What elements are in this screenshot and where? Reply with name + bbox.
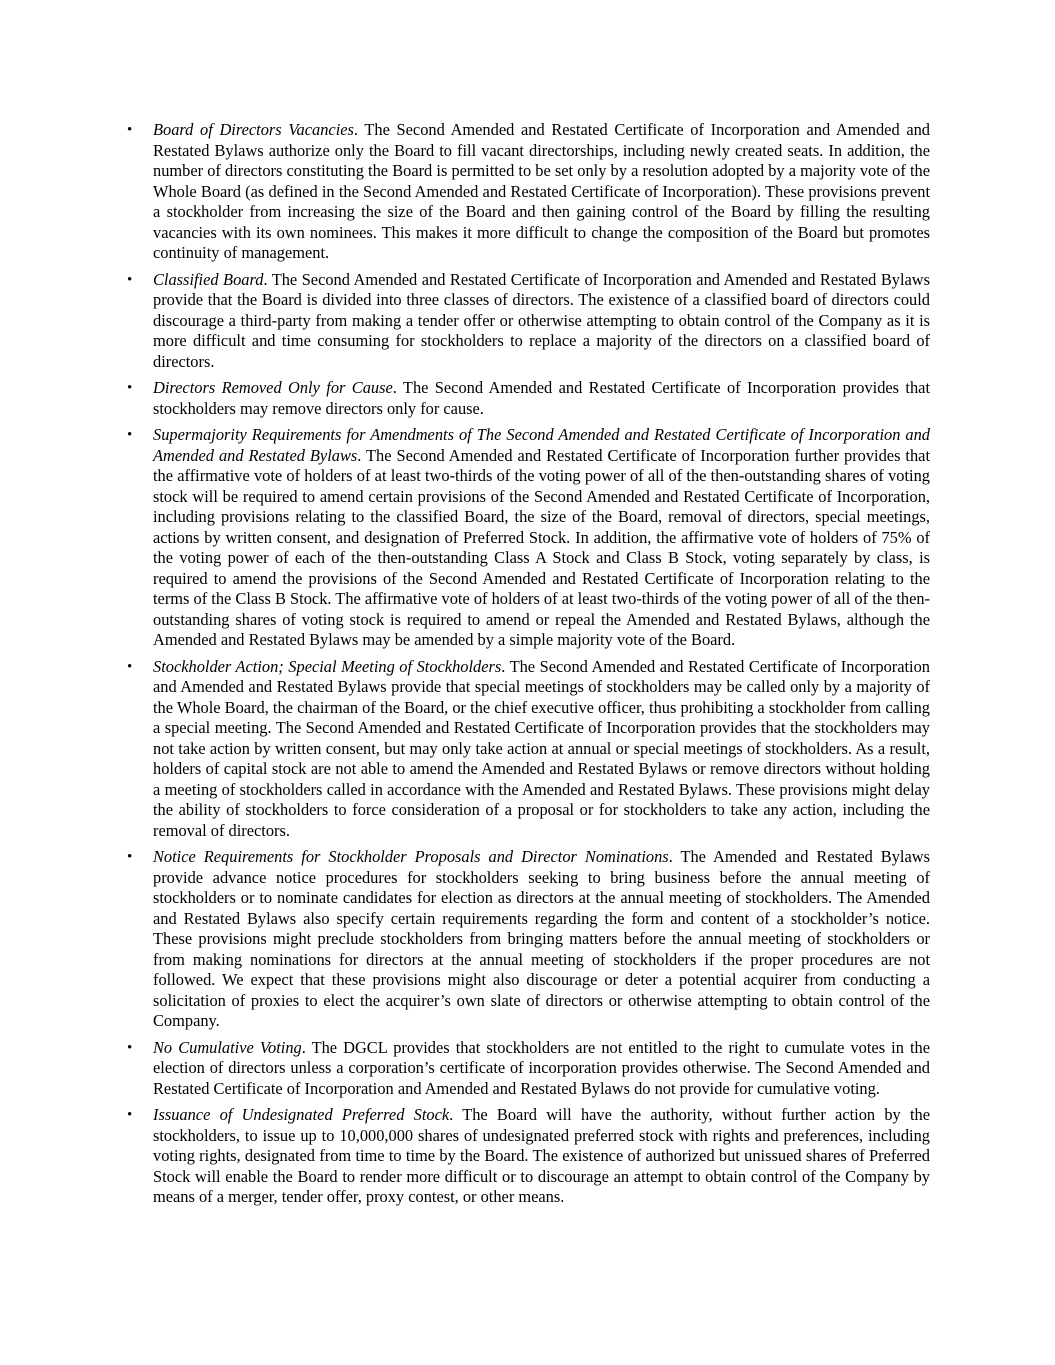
bullet-item-classified-board [125,270,930,373]
bullet-body: . The Second Amended and Restated Certificate of Incorporation and Amended and Restated Bylaws provide that special meetings of stockholders may be called only by a majority of the Whole Board, the chairman of the Board, or the chief executive officer, thus prohibiting a stockholder from calling a special meeting. The Second Amended and Restated Certificate of Incorporation provides that the stockholders may not take action by written consent, but may only take action at annual or special meetings of stockholders. As a result, holders of capital stock are not able to amend the Amended and Restated Bylaws or remove directors without holding a meeting of stockholders called in accordance with the Amended and Restated Bylaws. These provisions might delay the ability of stockholders to force consideration of a proposal or for stockholders to take any action, including the removal of directors. [153,656,930,840]
bullet-paragraph [153,1105,930,1208]
bullet-item-supermajority [125,425,930,651]
bullet-body: . The Amended and Restated Bylaws provide advance notice procedures for stockholders seeking to bring business before the annual meeting of stockholders or to nominate candidates for election as directors at the annual meeting of stockholders. The Amended and Restated Bylaws also specify certain requirements regarding the form and content of a stockholder’s notice. These provisions might preclude stockholders from bringing matters before the annual meeting of stockholders or from making nominations for directors at the annual meeting of stockholders if the proper procedures are not followed. We expect that these provisions might also discourage or deter a potential acquirer from conducting a solicitation of proxies to elect the acquirer’s own slate of directors or otherwise attempting to obtain control of the Company. [153,847,930,1030]
bullet-icon: • [127,849,133,865]
bullet-icon: • [127,427,133,443]
bullet-paragraph [153,1038,930,1100]
bullet-body: . The Second Amended and Restated Certificate of Incorporation further provides that the affirmative vote of holders of at least two-thirds of the voting power of all of the then-outstanding shares of voting stock will be required to amend certain provisions of the Second Amended and Restated Certificate of Incorporation, including provisions relating to the classified Board, the size of the Board, removal of directors, special meetings, actions by written consent, and designation of Preferred Stock. In addition, the affirmative vote of holders of 75% of the voting power of each of the then-outstanding Class A Stock and Class B Stock, voting separately by class, is required to amend the provisions of the Second Amended and Restated Certificate of Incorporation relating to the terms of the Class B Stock. The affirmative vote of holders of at least two-thirds of the voting power of all of the then-outstanding shares of voting stock is required to amend or repeal the Amended and Restated Bylaws, although the Amended and Restated Bylaws may be amended by a simple majority vote of the Board. [153,445,931,649]
bullet-icon: • [127,1039,133,1056]
bullet-item-notice-requirements [125,847,930,1032]
bullet-body: . The Board will have the authority, without further action by the stockholders, to issue up to 10,000,000 shares of undesignated preferred stock with rights and preferences, including voting rights, designated from time to time by the Board. The existence of authorized but unissued shares of Preferred Stock will enable the Board to render more difficult or to discourage an attempt to obtain control of the Company by means of a merger, tender offer, proxy contest, or other means. [153,1105,930,1206]
bullet-term: Classified Board [153,269,264,289]
bullet-icon: • [127,122,133,138]
bullet-term: Notice Requirements for Stockholder Proposals and Director Nominations [153,847,669,866]
bullet-list [125,120,930,1208]
bullet-item-stockholder-action [125,657,930,842]
bullet-paragraph [153,120,930,264]
bullet-paragraph [153,847,930,1032]
bullet-icon: • [127,658,133,675]
bullet-body: . The Second Amended and Restated Certificate of Incorporation and Amended and Restated Bylaws authorize only the Board to fill vacant directorships, including newly created seats. In addition, the number of directors constituting the Board is permitted to be set only by a resolution adopted by a majority vote of the Whole Board (as defined in the Second Amended and Restated Certificate of Incorporation). These provisions prevent a stockholder from increasing the size of the Board and then gaining control of the Board by filling the resulting vacancies with its own nominees. This makes it more difficult to change the composition of the Board but promotes continuity of management. [153,120,930,262]
bullet-term: Issuance of Undesignated Preferred Stock [153,1105,450,1124]
bullet-icon: • [127,380,133,396]
bullet-term: Board of Directors Vacancies [153,120,354,139]
bullet-term: No Cumulative Voting [153,1037,302,1057]
bullet-paragraph [153,657,930,842]
bullet-item-no-cumulative-voting [125,1038,930,1100]
bullet-term: Directors Removed Only for Cause [153,378,393,397]
bullet-term: Supermajority Requirements for Amendments of The Second Amended and Restated Certificate of Incorporation and Amended and Restated Bylaws [153,425,930,465]
bullet-term: Stockholder Action; Special Meeting of Stockholders [153,656,502,676]
bullet-item-board-vacancies [125,120,930,264]
bullet-paragraph [153,425,930,651]
bullet-body: . The Second Amended and Restated Certificate of Incorporation provides that stockholders may remove directors only for cause. [153,378,930,418]
bullet-icon: • [127,271,133,288]
bullet-icon: • [127,1107,133,1123]
bullet-body: . The Second Amended and Restated Certificate of Incorporation and Amended and Restated Bylaws provide that the Board is divided into three classes of directors. The existence of a classified board of directors could discourage a third-party from making a tender offer or otherwise attempting to obtain control of the Company as it is more difficult and time consuming for stockholders to replace a majority of the directors on a classified board of directors. [153,269,930,371]
bullet-body: . The DGCL provides that stockholders are not entitled to the right to cumulate votes in the election of directors unless a corporation’s certificate of incorporation provides otherwise. The Second Amended and Restated Certificate of Incorporation and Amended and Restated Bylaws do not provide for cumulative voting. [153,1037,930,1098]
bullet-paragraph [153,270,930,373]
bullet-paragraph [153,378,930,419]
bullet-item-undesignated-preferred-stock [125,1105,930,1208]
bullet-item-directors-removed [125,378,930,419]
